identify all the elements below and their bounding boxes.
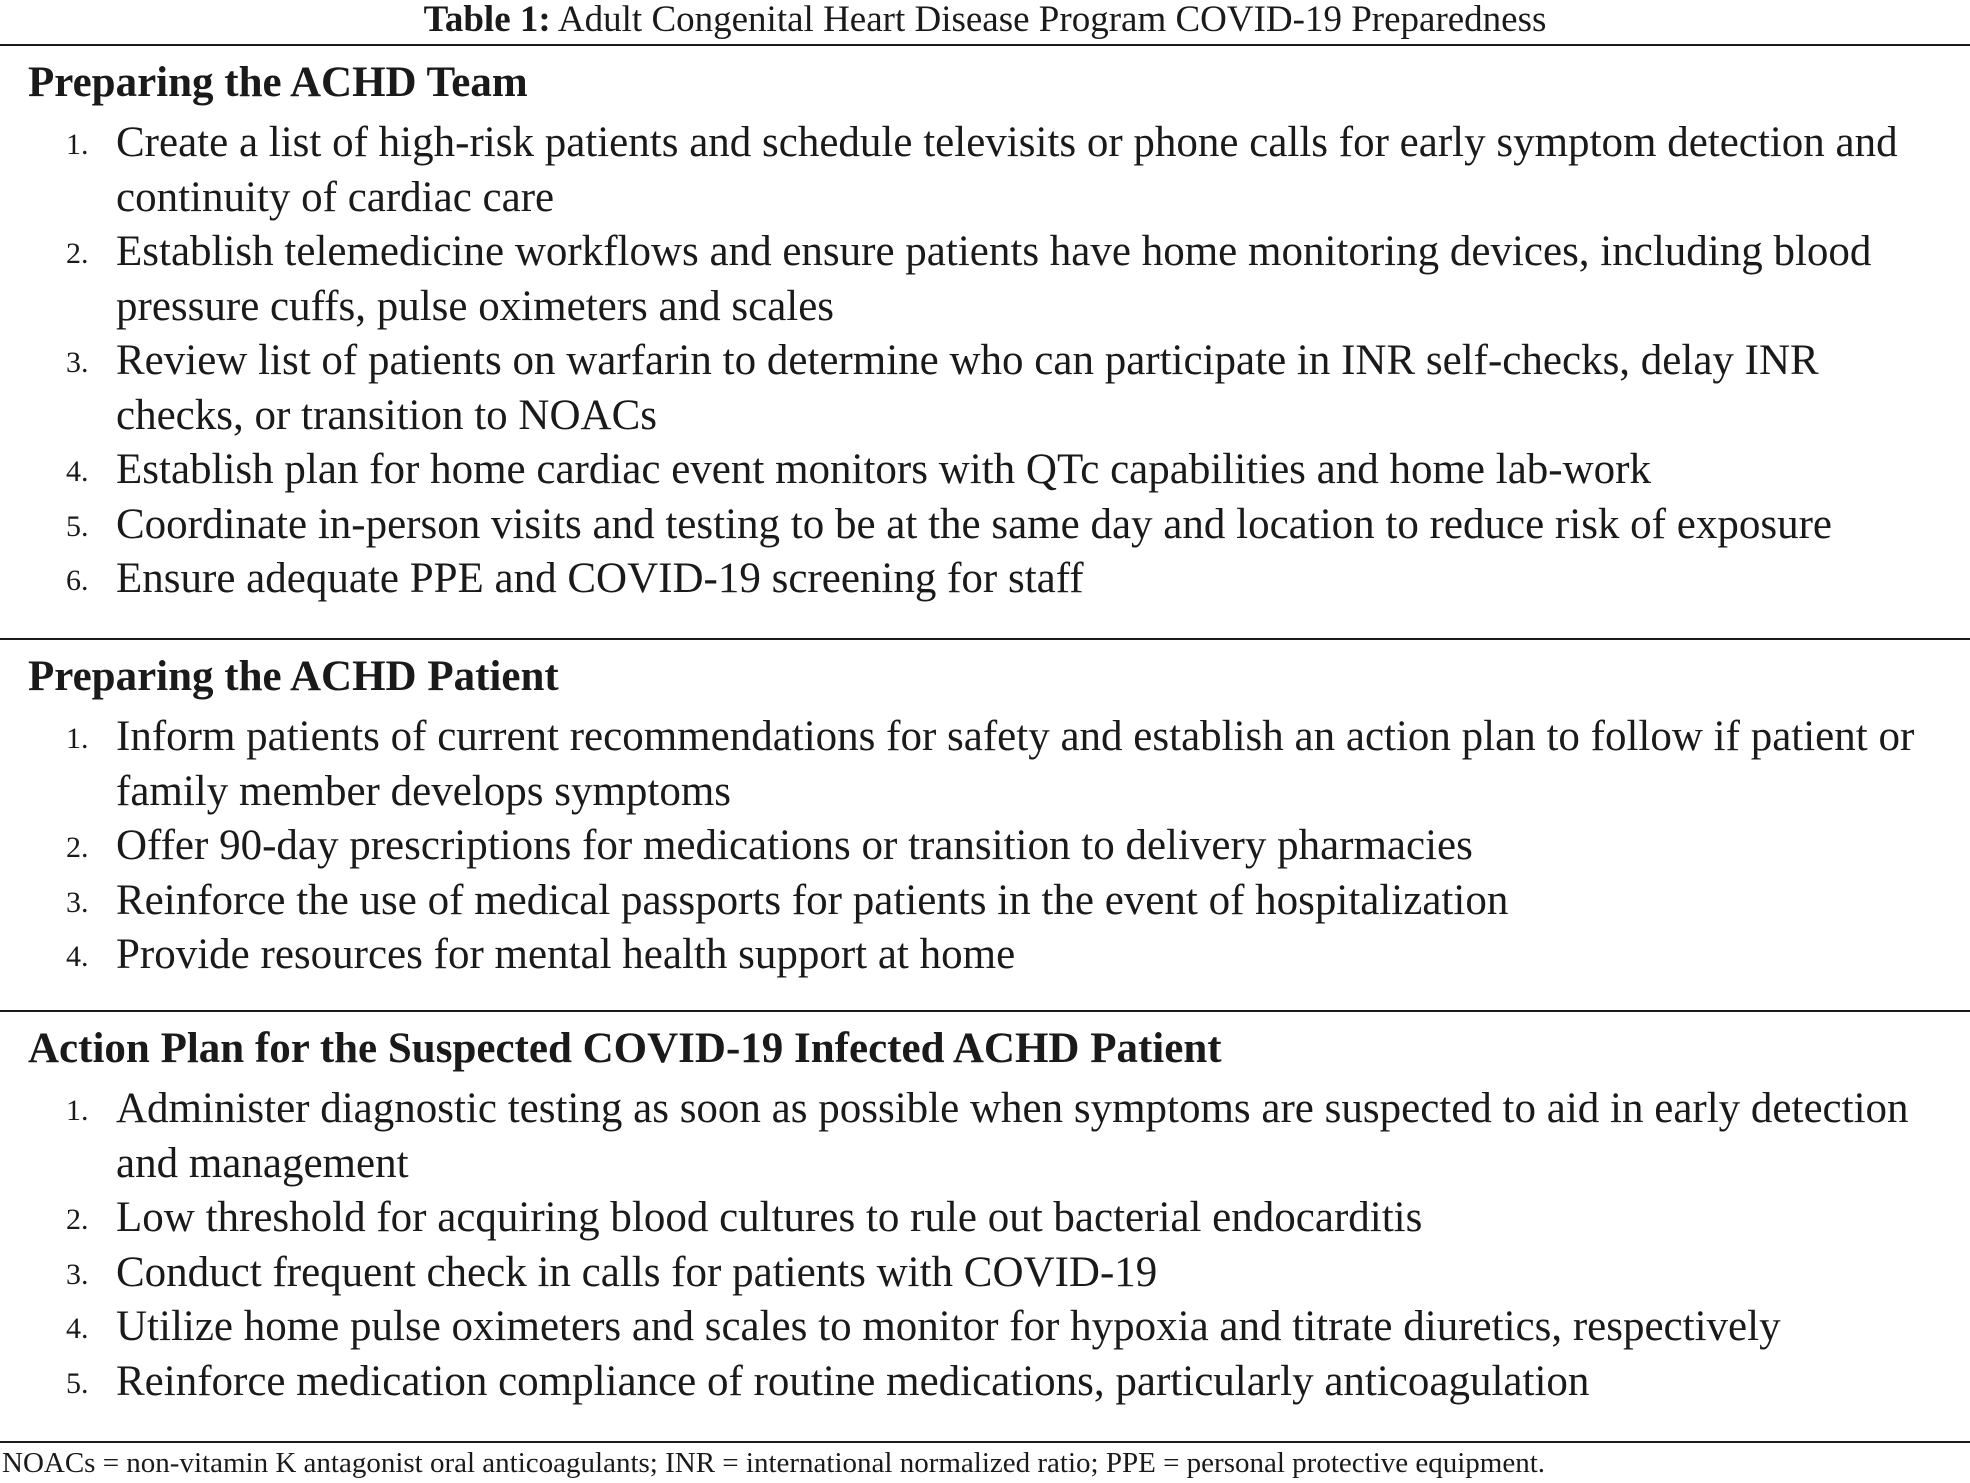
item-text: Review list of patients on warfarin to determine who can participate in INR self-checks, delay INR checks, or transition to NOACs [116, 337, 1819, 439]
list-item [0, 1191, 1970, 1246]
list-item [0, 498, 1970, 553]
item-text: Conduct frequent check in calls for patients with COVID-19 [116, 1248, 1158, 1296]
section-title: Action Plan for the Suspected COVID-19 Infected ACHD Patient [28, 1025, 1222, 1072]
section-action-plan [0, 1012, 1970, 1441]
table-footnote: NOACs = non-vitamin K antagonist oral anticoagulants; INR = international normalized ratio; PPE = personal protective equipment. [2, 1447, 1546, 1479]
list-item [0, 443, 1970, 498]
section-title: Preparing the ACHD Patient [28, 653, 559, 700]
list-item [0, 1355, 1970, 1410]
item-number: 5. [66, 1366, 89, 1400]
item-number: 5. [66, 509, 89, 543]
item-list [0, 1082, 1970, 1409]
item-number: 1. [66, 722, 89, 755]
table-caption [0, 0, 1970, 44]
section-patient [0, 640, 1970, 1010]
list-item [0, 1082, 1970, 1191]
item-number: 2. [66, 831, 89, 864]
item-text: Ensure adequate PPE and COVID-19 screening for staff [116, 555, 1084, 602]
item-number: 3. [66, 885, 89, 919]
list-item [0, 1246, 1970, 1301]
item-text: Utilize home pulse oximeters and scales to monitor for hypoxia and titrate diuretics, respectively [116, 1303, 1781, 1350]
list-item [0, 1300, 1970, 1355]
table-caption-label: Table 1: [423, 0, 551, 40]
item-text: Coordinate in-person visits and testing to be at the same day and location to reduce risk of exposure [116, 500, 1832, 548]
item-number: 2. [66, 1203, 89, 1236]
item-text: Inform patients of current recommendations for safety and establish an action plan to follow if patient or family member develops symptoms [116, 713, 1915, 815]
list-item [0, 874, 1970, 929]
item-text: Provide resources for mental health support at home [116, 931, 1016, 978]
item-number: 4. [66, 1312, 89, 1345]
item-text: Reinforce the use of medical passports for patients in the event of hospitalization [116, 876, 1509, 924]
item-text: Establish telemedicine workflows and ensure patients have home monitoring devices, including blood pressure cuffs, pulse oximeters and scales [116, 228, 1872, 330]
list-item [0, 116, 1970, 225]
list-item [0, 334, 1970, 443]
item-text: Administer diagnostic testing as soon as possible when symptoms are suspected to aid in early detection and management [116, 1085, 1909, 1187]
item-text: Low threshold for acquiring blood cultures to rule out bacterial endocarditis [116, 1194, 1423, 1241]
item-number: 6. [66, 564, 89, 597]
item-text: Offer 90-day prescriptions for medications or transition to delivery pharmacies [116, 822, 1473, 869]
item-list [0, 116, 1970, 607]
list-item [0, 928, 1970, 983]
table-caption-title: Adult Congenital Heart Disease Program COVID-19 Preparedness [557, 0, 1547, 40]
item-number: 4. [66, 455, 89, 488]
list-item [0, 552, 1970, 607]
item-number: 3. [66, 1257, 89, 1291]
item-number: 4. [66, 940, 89, 973]
list-item [0, 710, 1970, 819]
item-text: Reinforce medication compliance of routine medications, particularly anticoagulation [116, 1357, 1590, 1405]
section-team [0, 46, 1970, 638]
item-number: 2. [66, 237, 89, 270]
list-item [0, 225, 1970, 334]
item-number: 1. [66, 128, 89, 161]
item-list [0, 710, 1970, 983]
item-number: 1. [66, 1094, 89, 1127]
section-title: Preparing the ACHD Team [28, 59, 528, 106]
item-text: Create a list of high-risk patients and schedule televisits or phone calls for early symptom detection and continuity of cardiac care [116, 119, 1898, 221]
item-text: Establish plan for home cardiac event monitors with QTc capabilities and home lab-work [116, 446, 1651, 493]
list-item [0, 819, 1970, 874]
item-number: 3. [66, 346, 89, 379]
